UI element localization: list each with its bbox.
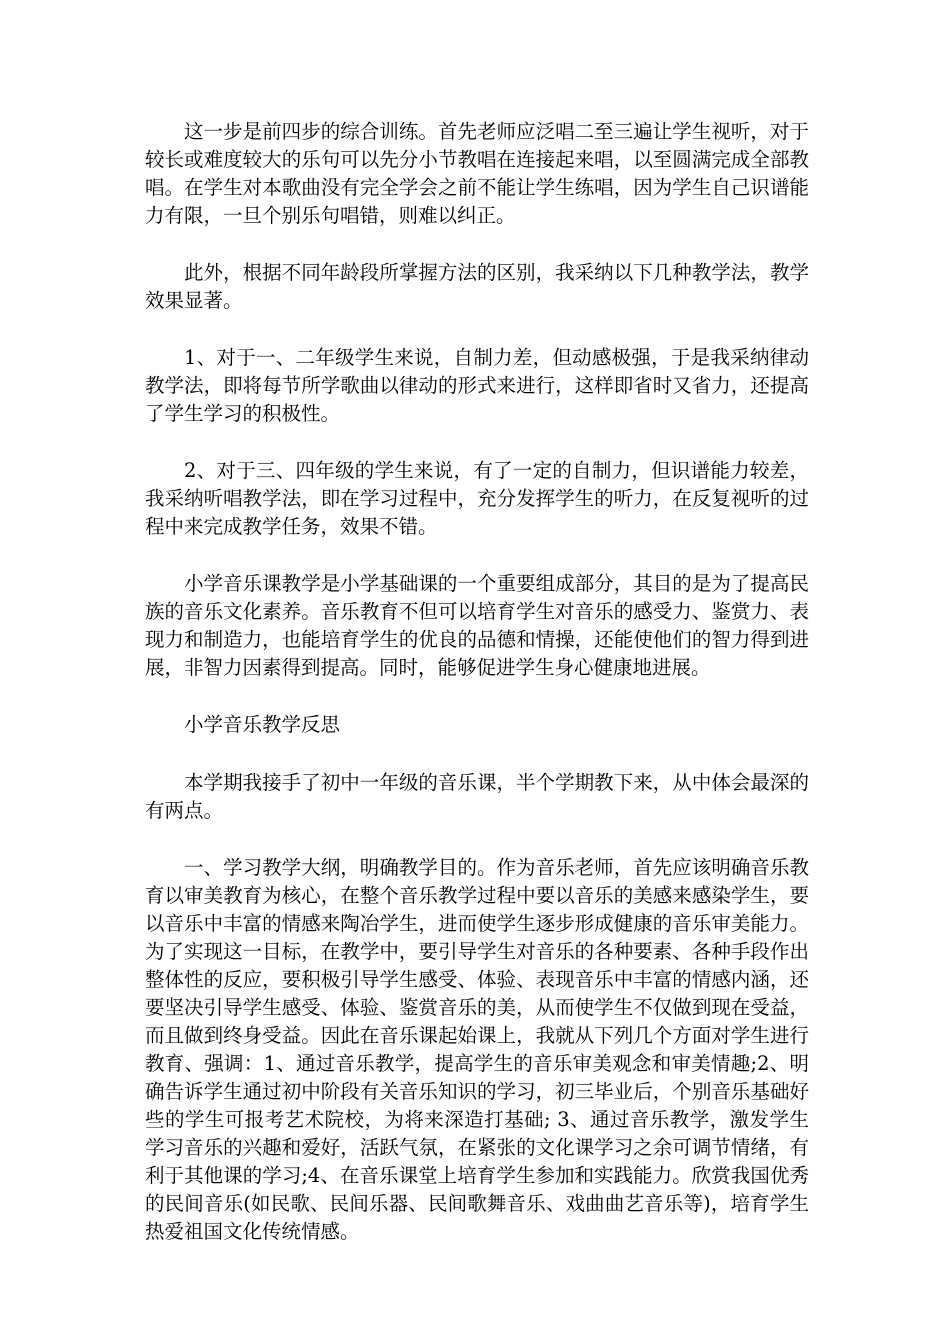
- paragraph-grade-one-two: 1、对于一、二年级学生来说，自制力差，但动感极强，于是我采纳律动教学法，即将每节所学歌曲以律动的形式来进行，这样即省时又省力，还提高了学生学习的积极性。: [145, 346, 809, 425]
- paragraph-grade-three-four: 2、对于三、四年级的学生来说，有了一定的自制力，但识谱能力较差，我采纳听唱教学法，即在学习过程中，充分发挥学生的听力，在反复视听的过程中来完成教学任务，效果不错。: [145, 459, 809, 538]
- paragraph-music-education-importance: 小学音乐课教学是小学基础课的一个重要组成部分，其目的是为了提高民族的音乐文化素养。音乐教育不但可以培育学生对音乐的感受力、鉴赏力、表现力和制造力，也能培育学生的优良的品德和情操，还能使他们的智力得到进展，非智力因素得到提高。同时，能够促进学生身心健康地进展。: [145, 572, 809, 679]
- paragraph-teaching-outline: 一、学习教学大纲，明确教学目的。作为音乐老师，首先应该明确音乐教育以审美教育为核心，在整个音乐教学过程中要以音乐的美感来感染学生，要以音乐中丰富的情感来陶冶学生，进而使学生逐步形成健康的音乐审美能力。为了实现这一目标，在教学中，要引导学生对音乐的各种要素、各种手段作出整体性的反应，要积极引导学生感受、体验、表现音乐中丰富的情感内涵，还要坚决引导学生感受、体验、鉴赏音乐的美，从而使学生不仅做到现在受益，而且做到终身受益。因此在音乐课起始课上，我就从下列几个方面对学生进行教育、强调：1、通过音乐教学，提高学生的音乐审美观念和审美情趣;2、明确告诉学生通过初中阶段有关音乐知识的学习，初三毕业后，个别音乐基础好些的学生可报考艺术院校，为将来深造打基础; 3、通过音乐教学，激发学生学习音乐的兴趣和爱好，活跃气氛，在紧张的文化课学习之余可调节情绪，有利于其他课的学习;4、在音乐课堂上培育学生参加和实践能力。欣赏我国优秀的民间音乐(如民歌、民间乐器、民间歌舞音乐、戏曲曲艺音乐等)，培育学生热爱祖国文化传统情感。: [145, 856, 809, 1243]
- document-page: [145, 118, 809, 1275]
- paragraph-comprehensive-training: 这一步是前四步的综合训练。首先老师应泛唱二至三遍让学生视听，对于较长或难度较大的乐句可以先分小节教唱在连接起来唱，以至圆满完成全部教唱。在学生对本歌曲没有完全学会之前不能让学生练唱，因为学生自己识谱能力有限，一旦个别乐句唱错，则难以纠正。: [145, 120, 809, 227]
- section-title: 小学音乐教学反思: [184, 713, 341, 736]
- paragraph-age-methods: 此外，根据不同年龄段所掌握方法的区别，我采纳以下几种教学法，教学效果显著。: [145, 261, 809, 312]
- paragraph-semester-intro: 本学期我接手了初中一年级的音乐课，半个学期教下来，从中体会最深的有两点。: [145, 771, 809, 822]
